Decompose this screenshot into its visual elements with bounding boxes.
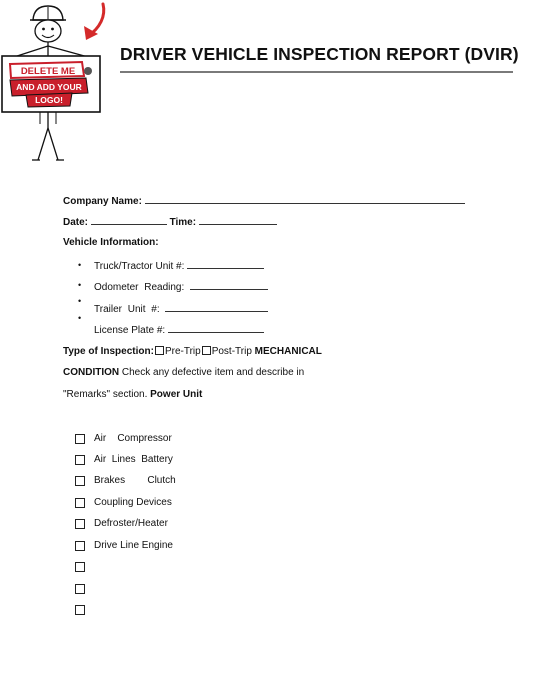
truck-unit-field[interactable]: [187, 259, 264, 269]
mechanical-label: MECHANICAL: [254, 346, 322, 357]
pre-trip-label: Pre-Trip: [164, 346, 201, 357]
company-name-row: [63, 194, 465, 207]
checklist-item-coupling-devices: Coupling Devices: [94, 497, 172, 508]
license-plate-row: [94, 323, 264, 336]
date-label: Date:: [63, 217, 89, 228]
truck-unit-row: [94, 259, 264, 272]
checklist-checkbox[interactable]: [75, 519, 85, 529]
date-field[interactable]: [91, 215, 167, 225]
logo-placeholder-figure: [0, 0, 112, 165]
vehicle-info-heading: Vehicle Information:: [63, 237, 159, 248]
bullet: •: [78, 296, 82, 306]
date-time-row: [63, 215, 277, 228]
checklist-item-air-lines-battery: Air Lines Battery: [94, 454, 173, 465]
bullet: •: [78, 280, 82, 290]
odometer-row: [94, 280, 268, 293]
trailer-unit-field[interactable]: [165, 302, 268, 312]
bullet: •: [78, 260, 82, 270]
checklist-item-drive-line-engine: Drive Line Engine: [94, 540, 173, 551]
condition-row: [63, 367, 304, 378]
remarks-row: [63, 389, 202, 400]
pre-trip-checkbox[interactable]: [155, 346, 164, 355]
company-name-field[interactable]: [145, 194, 465, 204]
checklist-checkbox[interactable]: [75, 455, 85, 465]
checklist-checkbox[interactable]: [75, 541, 85, 551]
inspection-type-label: Type of Inspection:: [63, 346, 154, 357]
license-plate-label: License Plate #:: [94, 325, 166, 336]
logo-text-line1: DELETE ME: [20, 66, 76, 77]
checklist-checkbox[interactable]: [75, 562, 85, 572]
checklist-checkbox[interactable]: [75, 498, 85, 508]
condition-label: CONDITION: [63, 367, 120, 378]
condition-instruction: Check any defective item and describe in: [121, 367, 305, 378]
checklist-item-defroster-heater: Defroster/Heater: [94, 518, 168, 529]
truck-unit-label: Truck/Tractor Unit #:: [94, 261, 185, 272]
checklist-item-air-compressor: Air Compressor: [94, 433, 172, 444]
post-trip-label: Post-Trip: [211, 346, 252, 357]
trailer-unit-row: [94, 302, 268, 315]
checklist-checkbox[interactable]: [75, 476, 85, 486]
checklist-item-brakes-clutch: Brakes Clutch: [94, 475, 176, 486]
title-underline: [120, 71, 513, 73]
remarks-instruction: "Remarks" section.: [63, 389, 148, 400]
power-unit-label: Power Unit: [150, 389, 203, 400]
checklist-checkbox[interactable]: [75, 434, 85, 444]
bullet: •: [78, 313, 82, 323]
company-name-label: Company Name:: [63, 196, 142, 207]
trailer-unit-label: Trailer Unit #:: [94, 304, 160, 315]
document-title: DRIVER VEHICLE INSPECTION REPORT (DVIR): [120, 44, 519, 64]
odometer-label: Odometer Reading:: [94, 282, 185, 293]
logo-text-line3: LOGO!: [35, 95, 63, 105]
time-label: Time:: [169, 217, 197, 228]
time-field[interactable]: [199, 215, 277, 225]
checklist-checkbox[interactable]: [75, 584, 85, 594]
inspection-type-row: [63, 346, 322, 357]
logo-text-line2: AND ADD YOUR: [16, 82, 82, 92]
odometer-field[interactable]: [190, 280, 268, 290]
checklist-checkbox[interactable]: [75, 605, 85, 615]
license-plate-field[interactable]: [168, 323, 264, 333]
post-trip-checkbox[interactable]: [202, 346, 211, 355]
